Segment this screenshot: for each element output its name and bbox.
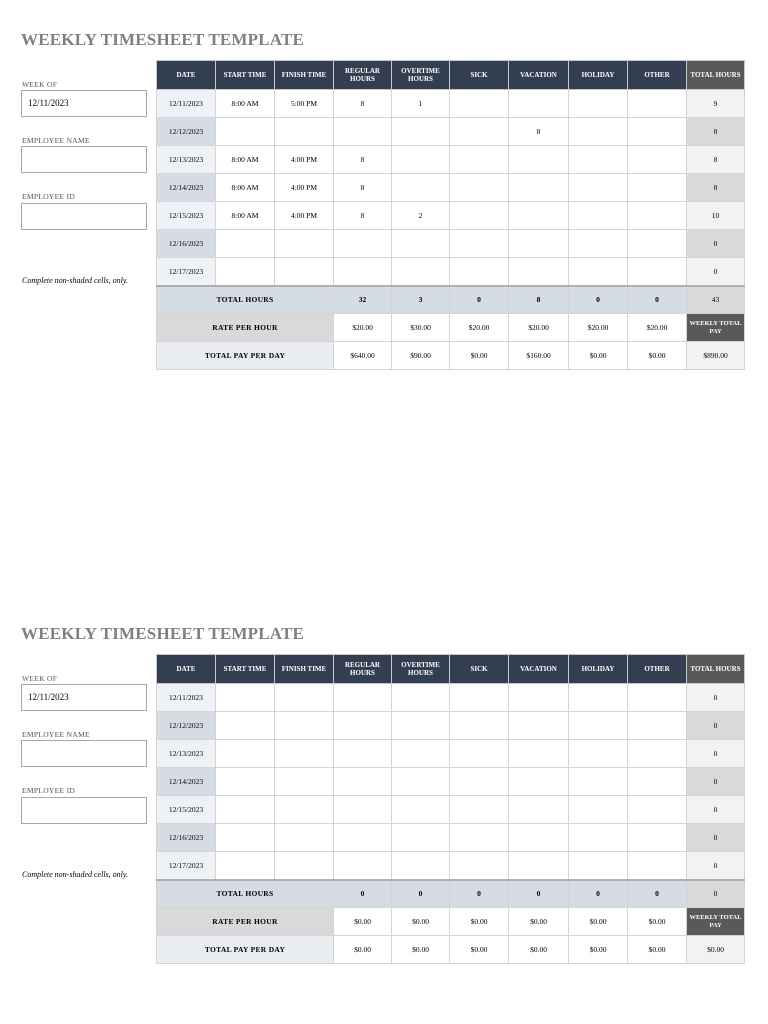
table-row: [157, 202, 745, 230]
column-header: DATE: [157, 61, 216, 90]
column-header: OVERTIME HOURS: [392, 61, 450, 90]
column-header: FINISH TIME: [275, 61, 334, 90]
rate-cell[interactable]: $0.00: [509, 908, 569, 936]
start-cell[interactable]: 8:00 AM: [216, 90, 275, 118]
timesheet-table: [156, 60, 745, 370]
regular-cell[interactable]: [334, 824, 392, 852]
total-hours-value: 0: [509, 880, 569, 908]
total-hours-label: TOTAL HOURS: [157, 880, 334, 908]
column-header: REGULAR HOURS: [334, 655, 392, 684]
other-cell[interactable]: [628, 118, 687, 146]
overtime-cell[interactable]: 1: [392, 90, 450, 118]
start-cell[interactable]: [216, 258, 275, 286]
start-cell[interactable]: 8:00 AM: [216, 202, 275, 230]
total-hours-value: 0: [628, 880, 687, 908]
row-total-cell: 0: [687, 684, 745, 712]
holiday-cell[interactable]: [569, 712, 628, 740]
vacation-cell[interactable]: [509, 684, 569, 712]
regular-cell[interactable]: [334, 684, 392, 712]
instruction-note: Complete non-shaded cells, only.: [22, 870, 128, 879]
start-cell[interactable]: 8:00 AM: [216, 174, 275, 202]
rate-cell[interactable]: $20.00: [569, 314, 628, 342]
holiday-cell[interactable]: [569, 796, 628, 824]
start-cell[interactable]: [216, 740, 275, 768]
vacation-cell[interactable]: [509, 768, 569, 796]
total-hours-value: 3: [392, 286, 450, 314]
employee-id-input[interactable]: [21, 797, 147, 824]
employee-id-label: EMPLOYEE ID: [22, 786, 76, 795]
start-cell[interactable]: [216, 852, 275, 880]
sheet-title: WEEKLY TIMESHEET TEMPLATE: [21, 624, 305, 643]
column-header: SICK: [450, 61, 509, 90]
date-cell: 12/12/2023: [157, 712, 216, 740]
rate-cell[interactable]: $0.00: [450, 908, 509, 936]
holiday-cell[interactable]: [569, 230, 628, 258]
rate-cell[interactable]: $0.00: [334, 908, 392, 936]
date-cell: 12/11/2023: [157, 684, 216, 712]
week-of-input[interactable]: 12/11/2023: [21, 90, 147, 117]
regular-cell[interactable]: [334, 118, 392, 146]
row-total-cell: 8: [687, 118, 745, 146]
table-row: [157, 852, 745, 880]
header-row: [157, 61, 745, 90]
finish-cell[interactable]: [275, 258, 334, 286]
table-row: [157, 768, 745, 796]
rate-per-hour-row: [157, 314, 745, 342]
vacation-cell[interactable]: [509, 202, 569, 230]
other-cell[interactable]: [628, 684, 687, 712]
overtime-cell[interactable]: [392, 768, 450, 796]
start-cell[interactable]: [216, 118, 275, 146]
sick-cell[interactable]: [450, 684, 509, 712]
week-of-input[interactable]: 12/11/2023: [21, 684, 147, 711]
table-row: [157, 824, 745, 852]
regular-cell[interactable]: 8: [334, 146, 392, 174]
overtime-cell[interactable]: [392, 852, 450, 880]
holiday-cell[interactable]: [569, 768, 628, 796]
vacation-cell[interactable]: [509, 174, 569, 202]
total-hours-value: 43: [687, 286, 745, 314]
row-total-cell: 0: [687, 824, 745, 852]
date-cell: 12/16/2023: [157, 824, 216, 852]
total-hours-label: TOTAL HOURS: [157, 286, 334, 314]
row-total-cell: 0: [687, 796, 745, 824]
column-header: OTHER: [628, 655, 687, 684]
employee-name-input[interactable]: [21, 146, 147, 173]
total-pay-row: [157, 936, 745, 964]
row-total-cell: 10: [687, 202, 745, 230]
regular-cell[interactable]: [334, 852, 392, 880]
employee-id-input[interactable]: [21, 203, 147, 230]
total-pay-label: TOTAL PAY PER DAY: [157, 936, 334, 964]
date-cell: 12/15/2023: [157, 202, 216, 230]
finish-cell[interactable]: [275, 852, 334, 880]
vacation-cell[interactable]: [509, 824, 569, 852]
sick-cell[interactable]: [450, 202, 509, 230]
finish-cell[interactable]: 5:00 PM: [275, 90, 334, 118]
other-cell[interactable]: [628, 258, 687, 286]
other-cell[interactable]: [628, 146, 687, 174]
rate-cell[interactable]: $20.00: [334, 314, 392, 342]
sick-cell[interactable]: [450, 768, 509, 796]
rate-per-hour-row: [157, 908, 745, 936]
other-cell[interactable]: [628, 230, 687, 258]
pay-cell: $640.00: [334, 342, 392, 370]
weekly-total-pay-label: WEEKLY TOTAL PAY: [687, 314, 745, 342]
total-hours-row: [157, 286, 745, 314]
pay-cell: $0.00: [569, 342, 628, 370]
regular-cell[interactable]: [334, 258, 392, 286]
weekly-total-pay-value: $890.00: [687, 342, 745, 370]
table-row: [157, 118, 745, 146]
finish-cell[interactable]: [275, 768, 334, 796]
start-cell[interactable]: 8:00 AM: [216, 146, 275, 174]
rate-cell[interactable]: $30.00: [392, 314, 450, 342]
pay-cell: $0.00: [509, 936, 569, 964]
other-cell[interactable]: [628, 824, 687, 852]
rate-cell[interactable]: $20.00: [509, 314, 569, 342]
vacation-cell[interactable]: [509, 258, 569, 286]
start-cell[interactable]: [216, 684, 275, 712]
overtime-cell[interactable]: [392, 824, 450, 852]
rate-cell[interactable]: $20.00: [450, 314, 509, 342]
vacation-cell[interactable]: 8: [509, 118, 569, 146]
rate-per-hour-label: RATE PER HOUR: [157, 908, 334, 936]
table-row: [157, 146, 745, 174]
row-total-cell: 9: [687, 90, 745, 118]
column-header: START TIME: [216, 655, 275, 684]
other-cell[interactable]: [628, 202, 687, 230]
regular-cell[interactable]: [334, 712, 392, 740]
other-cell[interactable]: [628, 740, 687, 768]
vacation-cell[interactable]: [509, 146, 569, 174]
column-header: DATE: [157, 655, 216, 684]
holiday-cell[interactable]: [569, 174, 628, 202]
column-header: HOLIDAY: [569, 61, 628, 90]
sick-cell[interactable]: [450, 174, 509, 202]
sick-cell[interactable]: [450, 740, 509, 768]
sick-cell[interactable]: [450, 258, 509, 286]
table-row: [157, 684, 745, 712]
start-cell[interactable]: [216, 712, 275, 740]
holiday-cell[interactable]: [569, 852, 628, 880]
instruction-note: Complete non-shaded cells, only.: [22, 276, 128, 285]
total-hours-value: 0: [569, 880, 628, 908]
date-cell: 12/17/2023: [157, 258, 216, 286]
pay-cell: $90.00: [392, 342, 450, 370]
finish-cell[interactable]: [275, 796, 334, 824]
row-total-cell: 0: [687, 712, 745, 740]
start-cell[interactable]: [216, 796, 275, 824]
finish-cell[interactable]: [275, 118, 334, 146]
overtime-cell[interactable]: [392, 712, 450, 740]
row-total-cell: 0: [687, 768, 745, 796]
table-row: [157, 90, 745, 118]
column-header: OTHER: [628, 61, 687, 90]
overtime-cell[interactable]: [392, 230, 450, 258]
sheet-title: WEEKLY TIMESHEET TEMPLATE: [21, 30, 305, 49]
start-cell[interactable]: [216, 230, 275, 258]
rate-per-hour-label: RATE PER HOUR: [157, 314, 334, 342]
weekly-total-pay-label: WEEKLY TOTAL PAY: [687, 908, 745, 936]
date-cell: 12/11/2023: [157, 90, 216, 118]
overtime-cell[interactable]: [392, 118, 450, 146]
table-row: [157, 174, 745, 202]
date-cell: 12/17/2023: [157, 852, 216, 880]
total-hours-value: 32: [334, 286, 392, 314]
column-header: SICK: [450, 655, 509, 684]
other-cell[interactable]: [628, 90, 687, 118]
vacation-cell[interactable]: [509, 740, 569, 768]
employee-name-label: EMPLOYEE NAME: [22, 136, 90, 145]
overtime-cell[interactable]: [392, 740, 450, 768]
header-row: [157, 655, 745, 684]
overtime-cell[interactable]: [392, 146, 450, 174]
column-header: VACATION: [509, 61, 569, 90]
rate-cell[interactable]: $0.00: [392, 908, 450, 936]
table-row: [157, 230, 745, 258]
rate-cell[interactable]: $0.00: [628, 908, 687, 936]
regular-cell[interactable]: [334, 740, 392, 768]
total-pay-row: [157, 342, 745, 370]
total-hours-value: 8: [509, 286, 569, 314]
date-cell: 12/14/2023: [157, 174, 216, 202]
sick-cell[interactable]: [450, 118, 509, 146]
overtime-cell[interactable]: [392, 796, 450, 824]
column-header: HOLIDAY: [569, 655, 628, 684]
total-hours-value: 0: [450, 880, 509, 908]
total-hours-value: 0: [569, 286, 628, 314]
table-row: [157, 796, 745, 824]
finish-cell[interactable]: 4:00 PM: [275, 146, 334, 174]
regular-cell[interactable]: [334, 768, 392, 796]
overtime-cell[interactable]: 2: [392, 202, 450, 230]
holiday-cell[interactable]: [569, 684, 628, 712]
row-total-cell: 0: [687, 258, 745, 286]
pay-cell: $0.00: [392, 936, 450, 964]
column-header: REGULAR HOURS: [334, 61, 392, 90]
pay-cell: $0.00: [334, 936, 392, 964]
sick-cell[interactable]: [450, 146, 509, 174]
employee-id-label: EMPLOYEE ID: [22, 192, 76, 201]
holiday-cell[interactable]: [569, 146, 628, 174]
date-cell: 12/14/2023: [157, 768, 216, 796]
finish-cell[interactable]: [275, 712, 334, 740]
total-hours-value: 0: [392, 880, 450, 908]
finish-cell[interactable]: 4:00 PM: [275, 174, 334, 202]
rate-cell[interactable]: $0.00: [569, 908, 628, 936]
holiday-cell[interactable]: [569, 258, 628, 286]
week-of-label: WEEK OF: [22, 80, 58, 89]
column-header: TOTAL HOURS: [687, 61, 745, 90]
regular-cell[interactable]: 8: [334, 174, 392, 202]
holiday-cell[interactable]: [569, 824, 628, 852]
vacation-cell[interactable]: [509, 712, 569, 740]
holiday-cell[interactable]: [569, 202, 628, 230]
employee-name-label: EMPLOYEE NAME: [22, 730, 90, 739]
other-cell[interactable]: [628, 768, 687, 796]
sick-cell[interactable]: [450, 230, 509, 258]
total-hours-row: [157, 880, 745, 908]
row-total-cell: 0: [687, 852, 745, 880]
row-total-cell: 8: [687, 174, 745, 202]
finish-cell[interactable]: [275, 230, 334, 258]
pay-cell: $0.00: [450, 936, 509, 964]
column-header: TOTAL HOURS: [687, 655, 745, 684]
overtime-cell[interactable]: [392, 174, 450, 202]
vacation-cell[interactable]: [509, 796, 569, 824]
pay-cell: $0.00: [628, 936, 687, 964]
date-cell: 12/15/2023: [157, 796, 216, 824]
finish-cell[interactable]: [275, 684, 334, 712]
pay-cell: $0.00: [628, 342, 687, 370]
row-total-cell: 8: [687, 146, 745, 174]
finish-cell[interactable]: [275, 824, 334, 852]
sick-cell[interactable]: [450, 852, 509, 880]
holiday-cell[interactable]: [569, 118, 628, 146]
date-cell: 12/12/2023: [157, 118, 216, 146]
column-header: FINISH TIME: [275, 655, 334, 684]
pay-cell: $0.00: [450, 342, 509, 370]
regular-cell[interactable]: 8: [334, 90, 392, 118]
total-hours-value: 0: [628, 286, 687, 314]
table-row: [157, 740, 745, 768]
row-total-cell: 0: [687, 230, 745, 258]
week-of-label: WEEK OF: [22, 674, 58, 683]
weekly-total-pay-value: $0.00: [687, 936, 745, 964]
column-header: VACATION: [509, 655, 569, 684]
regular-cell[interactable]: [334, 230, 392, 258]
row-total-cell: 0: [687, 740, 745, 768]
holiday-cell[interactable]: [569, 90, 628, 118]
sick-cell[interactable]: [450, 712, 509, 740]
start-cell[interactable]: [216, 824, 275, 852]
sick-cell[interactable]: [450, 824, 509, 852]
date-cell: 12/13/2023: [157, 146, 216, 174]
total-hours-value: 0: [334, 880, 392, 908]
employee-name-input[interactable]: [21, 740, 147, 767]
column-header: OVERTIME HOURS: [392, 655, 450, 684]
total-hours-value: 0: [450, 286, 509, 314]
table-row: [157, 712, 745, 740]
vacation-cell[interactable]: [509, 230, 569, 258]
pay-cell: $160.00: [509, 342, 569, 370]
holiday-cell[interactable]: [569, 740, 628, 768]
total-pay-label: TOTAL PAY PER DAY: [157, 342, 334, 370]
regular-cell[interactable]: [334, 796, 392, 824]
sick-cell[interactable]: [450, 796, 509, 824]
vacation-cell[interactable]: [509, 852, 569, 880]
timesheet-table: [156, 654, 745, 964]
rate-cell[interactable]: $20.00: [628, 314, 687, 342]
start-cell[interactable]: [216, 768, 275, 796]
regular-cell[interactable]: 8: [334, 202, 392, 230]
other-cell[interactable]: [628, 852, 687, 880]
date-cell: 12/16/2023: [157, 230, 216, 258]
sick-cell[interactable]: [450, 90, 509, 118]
date-cell: 12/13/2023: [157, 740, 216, 768]
overtime-cell[interactable]: [392, 684, 450, 712]
finish-cell[interactable]: [275, 740, 334, 768]
overtime-cell[interactable]: [392, 258, 450, 286]
finish-cell[interactable]: 4:00 PM: [275, 202, 334, 230]
other-cell[interactable]: [628, 796, 687, 824]
other-cell[interactable]: [628, 712, 687, 740]
vacation-cell[interactable]: [509, 90, 569, 118]
column-header: START TIME: [216, 61, 275, 90]
other-cell[interactable]: [628, 174, 687, 202]
total-hours-value: 0: [687, 880, 745, 908]
table-row: [157, 258, 745, 286]
pay-cell: $0.00: [569, 936, 628, 964]
